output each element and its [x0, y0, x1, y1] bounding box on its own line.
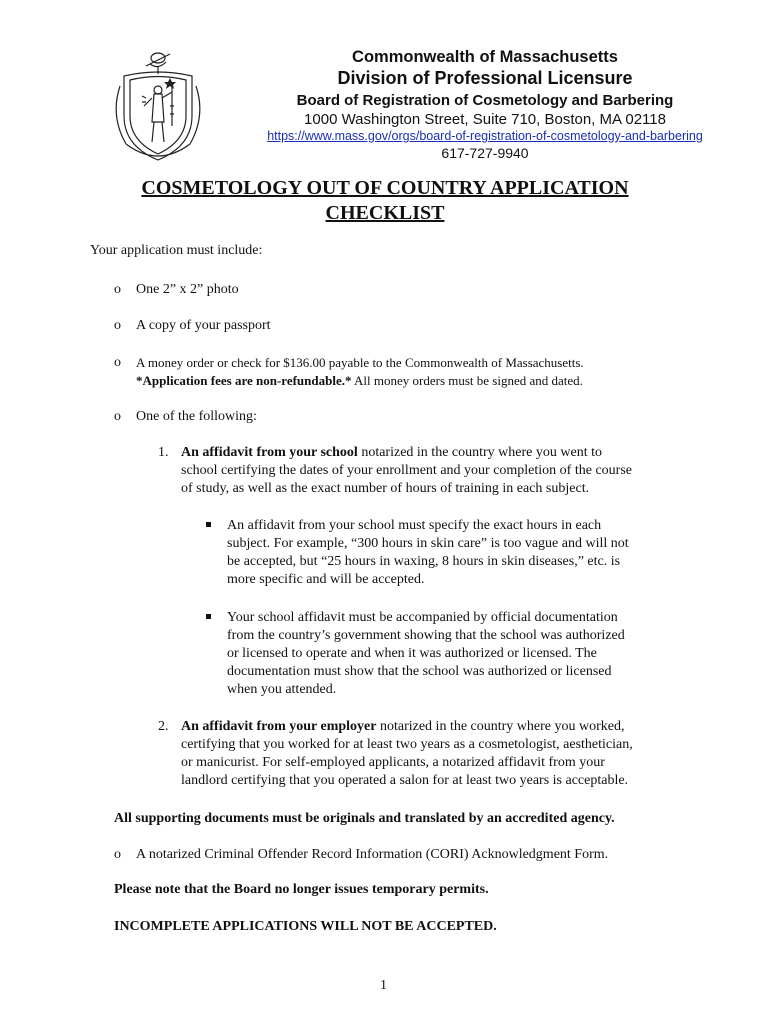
money-order-note: All money orders must be signed and dated.	[351, 373, 583, 388]
item-one-of: One of the following:	[136, 409, 257, 424]
header-website-link[interactable]: https://www.mass.gov/orgs/board-of-registration-of-cosmetology-and-barbering	[267, 129, 703, 143]
item-passport: A copy of your passport	[136, 318, 271, 333]
header-phone: 617-727-9940	[441, 145, 529, 161]
item-fee-line2	[136, 372, 583, 390]
header-board: Board of Registration of Cosmetology and Barbering	[296, 92, 674, 109]
bullet-circle: o	[114, 282, 121, 297]
item-cori-form: A notarized Criminal Offender Record Information (CORI) Acknowledgment Form.	[136, 847, 609, 862]
bullet-circle: o	[114, 409, 121, 424]
option-1-number: 1.	[158, 445, 169, 460]
option-2-line1	[181, 718, 625, 736]
sub-bullet-1-line2: subject. For example, “300 hours in skin care” is too vague and will not	[227, 536, 629, 551]
option-2-number: 2.	[158, 719, 169, 734]
sub-bullet-2-line1: Your school affidavit must be accompanied by official documentation	[227, 610, 618, 625]
bullet-circle: o	[114, 355, 121, 370]
bullet-circle: o	[114, 318, 121, 333]
page-number: 1	[380, 978, 387, 993]
item-photo: One 2” x 2” photo	[136, 282, 239, 297]
sub-bullet-2-line4: documentation must show that the school was authorized or licensed	[227, 664, 612, 679]
non-refundable-note: *Application fees are non-refundable.*	[136, 373, 352, 388]
sub-bullet-1-line3: be accepted, but “25 hours in waxing, 8 hours in skin diseases,” etc. is	[227, 554, 621, 569]
square-bullet-icon	[206, 522, 211, 527]
sub-bullet-2-line5: when you attended.	[227, 682, 337, 697]
option-1-line1	[181, 444, 602, 462]
sub-bullet-2-line2: from the country’s government showing that the school was authorized	[227, 628, 625, 643]
square-bullet-icon	[206, 614, 211, 619]
option-2-heading: An affidavit from your employer	[181, 719, 377, 734]
bullet-circle: o	[114, 847, 121, 862]
option-1-line1-text: notarized in the country where you went to	[357, 445, 602, 460]
incomplete-applications-warning: INCOMPLETE APPLICATIONS WILL NOT BE ACCEPTED.	[114, 919, 497, 934]
option-1-line3: of study, as well as the exact number of hours of training in each subject.	[181, 481, 590, 496]
sub-bullet-2-line3: or licensed to operate and when it was authorized or licensed. The	[227, 646, 597, 661]
header-address: 1000 Washington Street, Suite 710, Boston, MA 02118	[304, 111, 666, 128]
sub-bullet-1-line4: more specific and will be accepted.	[227, 572, 425, 587]
massachusetts-seal-icon	[106, 46, 210, 164]
item-fee-line1: A money order or check for $136.00 payable to the Commonwealth of Massachusetts.	[136, 355, 584, 370]
header-division: Division of Professional Licensure	[337, 68, 633, 88]
supporting-documents-note: All supporting documents must be originals and translated by an accredited agency.	[114, 811, 615, 826]
header-commonwealth: Commonwealth of Massachusetts	[352, 48, 618, 66]
document-title-line2: CHECKLIST	[325, 202, 445, 224]
option-2-line3: or manicurist. For self-employed applicants, a notarized affidavit from your	[181, 755, 605, 770]
option-2-line2: certifying that you worked for at least two years as a cosmetologist, aesthetician,	[181, 737, 633, 752]
intro-text: Your application must include:	[90, 243, 263, 258]
option-1-line2: school certifying the dates of your enrollment and your completion of the course	[181, 463, 632, 478]
sub-bullet-1-line1: An affidavit from your school must specify the exact hours in each	[227, 518, 602, 533]
option-2-line4: landlord certifying that you operated a salon for at least two years is acceptable.	[181, 773, 629, 788]
option-2-line1-text: notarized in the country where you worked,	[376, 719, 625, 734]
temporary-permits-note: Please note that the Board no longer issues temporary permits.	[114, 882, 489, 897]
document-title-line1: COSMETOLOGY OUT OF COUNTRY APPLICATION	[141, 177, 629, 199]
option-1-heading: An affidavit from your school	[181, 445, 358, 460]
